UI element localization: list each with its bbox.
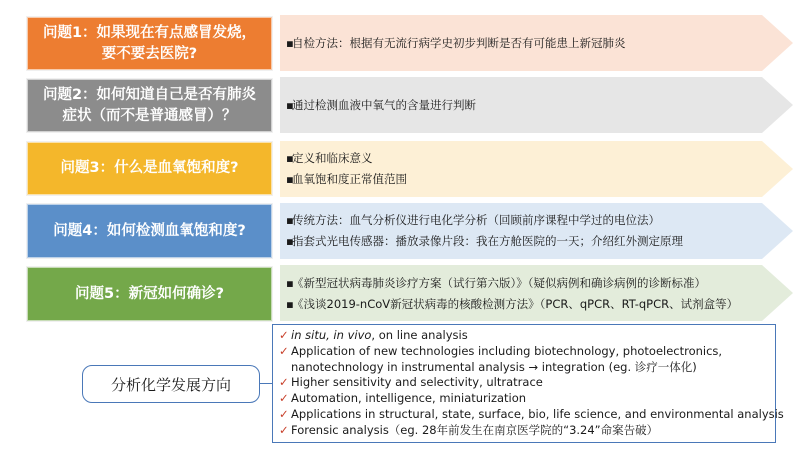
answer-4-bullets	[286, 210, 683, 252]
bullet-dot-icon: ▪	[286, 297, 294, 311]
answer-5-bullets	[286, 273, 738, 315]
question-1-text: 问题1：如果现在有点感冒发烧，要不要去医院?	[42, 24, 257, 62]
direction-item: ✓ Applications in structural, state, surface, bio, life science, and environmental analysis	[279, 406, 784, 421]
direction-item: ✓ Automation, intelligence, miniaturization	[279, 391, 527, 406]
bullet-item: ▪自检方法：根据有无流行病学史初步判断是否有可能患上新冠肺炎	[286, 33, 626, 54]
bullet-dot-icon: ▪	[286, 213, 294, 227]
question-2-text: 问题2：如何知道自己是否有肺炎症状（而不是普通感冒）？	[42, 86, 257, 124]
question-box-1	[27, 17, 272, 70]
bullet-item: ▪《新型冠状病毒肺炎诊疗方案（试行第六版）》（疑似病例和确诊病例的诊断标准）	[286, 273, 738, 294]
bullet-item: ▪《浅谈2019-nCoV新冠状病毒的核酸检测方法》（PCR、qPCR、RT-qPCR、试剂盒等）	[286, 294, 738, 315]
question-box-2	[27, 79, 272, 132]
check-icon: ✓	[279, 328, 289, 342]
direction-title-box	[82, 365, 260, 403]
question-5-text: 问题5：新冠如何确诊?	[75, 285, 224, 302]
bullet-dot-icon: ▪	[286, 98, 294, 112]
question-3-text: 问题3：什么是血氧饱和度?	[60, 160, 239, 176]
question-box-5	[27, 267, 272, 321]
bullet-item: ▪指套式光电传感器：播放录像片段：我在方舱医院的一天；介绍红外测定原理	[286, 231, 683, 252]
direction-item-continuation: nanotechnology in instrumental analysis → integration (eg. 诊疗一体化)	[291, 359, 697, 374]
answer-2-bullets	[286, 95, 476, 116]
check-icon: ✓	[279, 343, 289, 358]
bullet-item: ▪血氧饱和度正常值范围	[286, 169, 407, 190]
bullet-dot-icon: ▪	[286, 36, 294, 50]
bullet-item: ▪定义和临床意义	[286, 148, 407, 169]
check-icon: ✓	[279, 422, 289, 437]
bullet-item: ▪通过检测血液中氧气的含量进行判断	[286, 95, 476, 116]
bullet-dot-icon: ▪	[286, 172, 294, 186]
question-box-4	[27, 204, 272, 258]
directions-list	[272, 324, 784, 443]
bullet-dot-icon: ▪	[286, 234, 294, 248]
bullet-dot-icon: ▪	[286, 151, 294, 165]
question-box-3	[27, 142, 272, 195]
direction-title: 分析化学发展方向	[110, 375, 231, 394]
direction-item: ✓ Forensic analysis（eg. 28年前发生在南京医学院的“3.24”命案告破）	[279, 422, 659, 437]
check-icon: ✓	[279, 391, 289, 406]
bullet-item: ▪传统方法：血气分析仪进行电化学分析（回顾前序课程中学过的电位法）	[286, 210, 683, 231]
answer-3-bullets	[286, 148, 407, 190]
direction-item: ✓ Application of new technologies including biotechnology, photoelectronics,	[279, 343, 723, 358]
question-4-text: 问题4：如何检测血氧饱和度?	[53, 222, 246, 239]
check-icon: ✓	[279, 375, 289, 390]
direction-item: ✓ Higher sensitivity and selectivity, ultratrace	[279, 375, 543, 390]
bullet-dot-icon: ▪	[286, 276, 294, 290]
answer-1-bullets	[286, 33, 626, 54]
check-icon: ✓	[279, 406, 289, 421]
direction-item: ✓ in situ, in vivo, on line analysis	[279, 328, 468, 342]
